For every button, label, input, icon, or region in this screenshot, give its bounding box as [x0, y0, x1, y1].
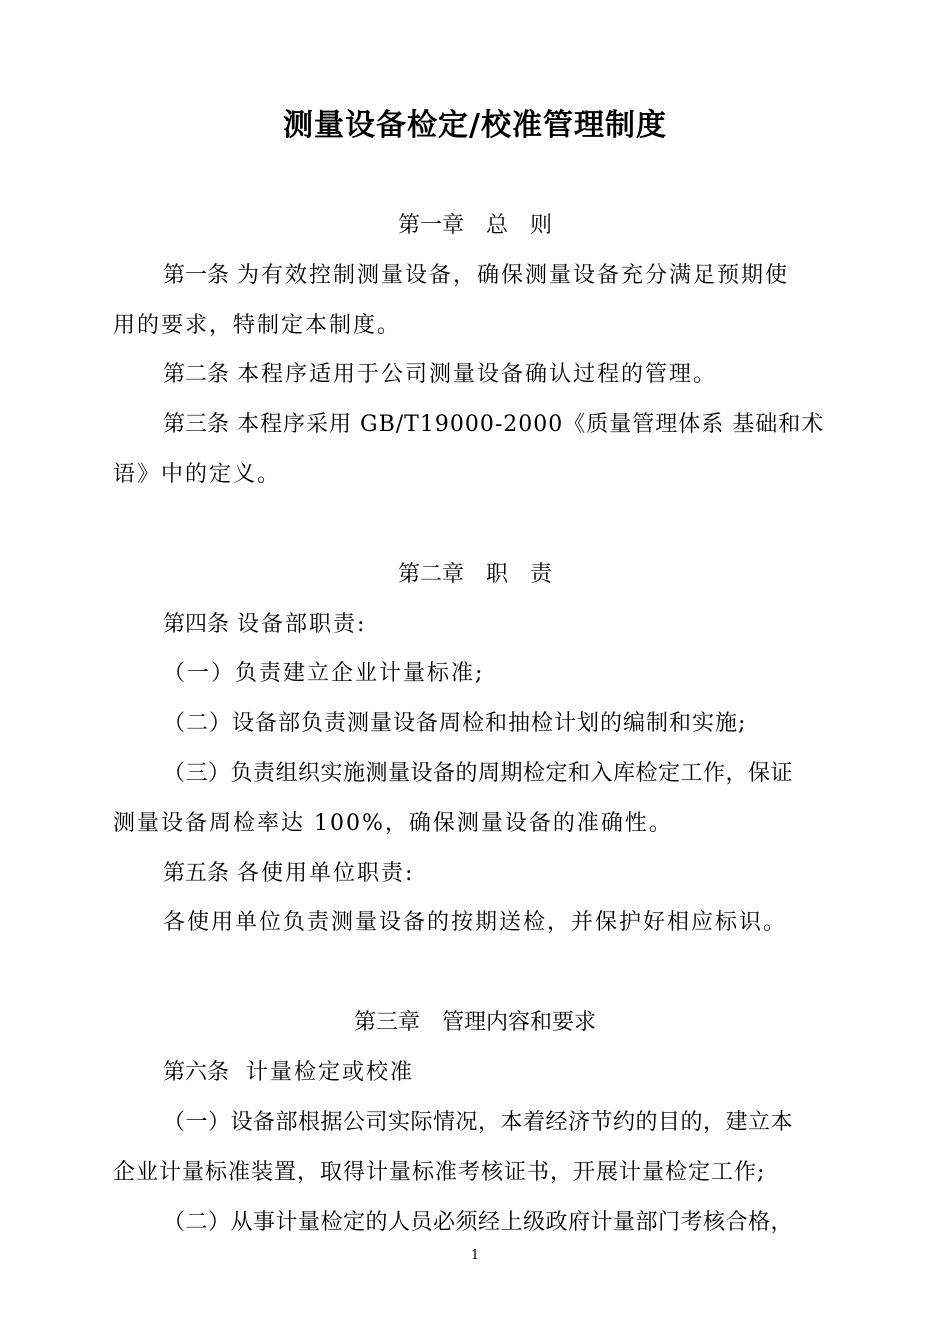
article-1-line-1 — [163, 258, 789, 289]
article-4 — [163, 607, 366, 638]
chapter-3-heading: 第三章 管理内容和要求 — [353, 1010, 596, 1035]
article-4-item-3-line-2: 测量设备周检率达 100%，确保测量设备的准确性。 — [113, 811, 673, 836]
article-6 — [163, 1055, 414, 1086]
chapter-2-heading: 第二章 职 责 — [397, 562, 552, 587]
article-2-text: 本程序适用于公司测量设备确认过程的管理。 — [237, 362, 718, 387]
article-5 — [163, 856, 414, 887]
article-2 — [163, 357, 717, 388]
article-2-label: 第二条 — [163, 362, 230, 387]
article-1-text: 为有效控制测量设备，确保测量设备充分满足预期使 — [237, 263, 790, 288]
page-number: 1 — [470, 1248, 480, 1263]
article-3-text: 本程序采用 GB/T19000-2000《质量管理体系 基础和术 — [237, 412, 825, 437]
article-6-item-1-line-2: 企业计量标准装置，取得计量标准考核证书，开展计量检定工作; — [113, 1160, 766, 1185]
article-3-label: 第三条 — [163, 412, 230, 437]
article-6-text: 计量检定或校准 — [237, 1060, 415, 1085]
article-1-line-2: 用的要求，特制定本制度。 — [113, 313, 402, 338]
article-4-item-3-line-1: （三）负责组织实施测量设备的周期检定和入库检定工作，保证 — [163, 761, 794, 786]
article-5-body: 各使用单位负责测量设备的按期送检，并保护好相应标识。 — [163, 910, 788, 935]
article-5-text: 各使用单位职责: — [237, 861, 415, 886]
article-4-item-1: （一）负责建立企业计量标准; — [163, 661, 485, 686]
article-6-item-1-line-1: （一）设备部根据公司实际情况，本着经济节约的目的，建立本 — [163, 1110, 794, 1135]
article-4-text: 设备部职责: — [237, 612, 367, 637]
article-5-label: 第五条 — [163, 861, 230, 886]
document-title: 测量设备检定/校准管理制度 — [283, 108, 667, 143]
article-6-item-2-line-1: （二）从事计量检定的人员必须经上级政府计量部门考核合格， — [163, 1210, 794, 1235]
article-1-label: 第一条 — [163, 263, 230, 288]
article-6-label: 第六条 — [163, 1060, 230, 1085]
article-4-item-2: （二）设备部负责测量设备周检和抽检计划的编制和实施; — [163, 711, 747, 736]
article-4-label: 第四条 — [163, 612, 230, 637]
chapter-1-heading: 第一章 总 则 — [397, 213, 552, 238]
article-3-line-2: 语》中的定义。 — [113, 462, 282, 487]
article-3-line-1 — [163, 407, 824, 438]
